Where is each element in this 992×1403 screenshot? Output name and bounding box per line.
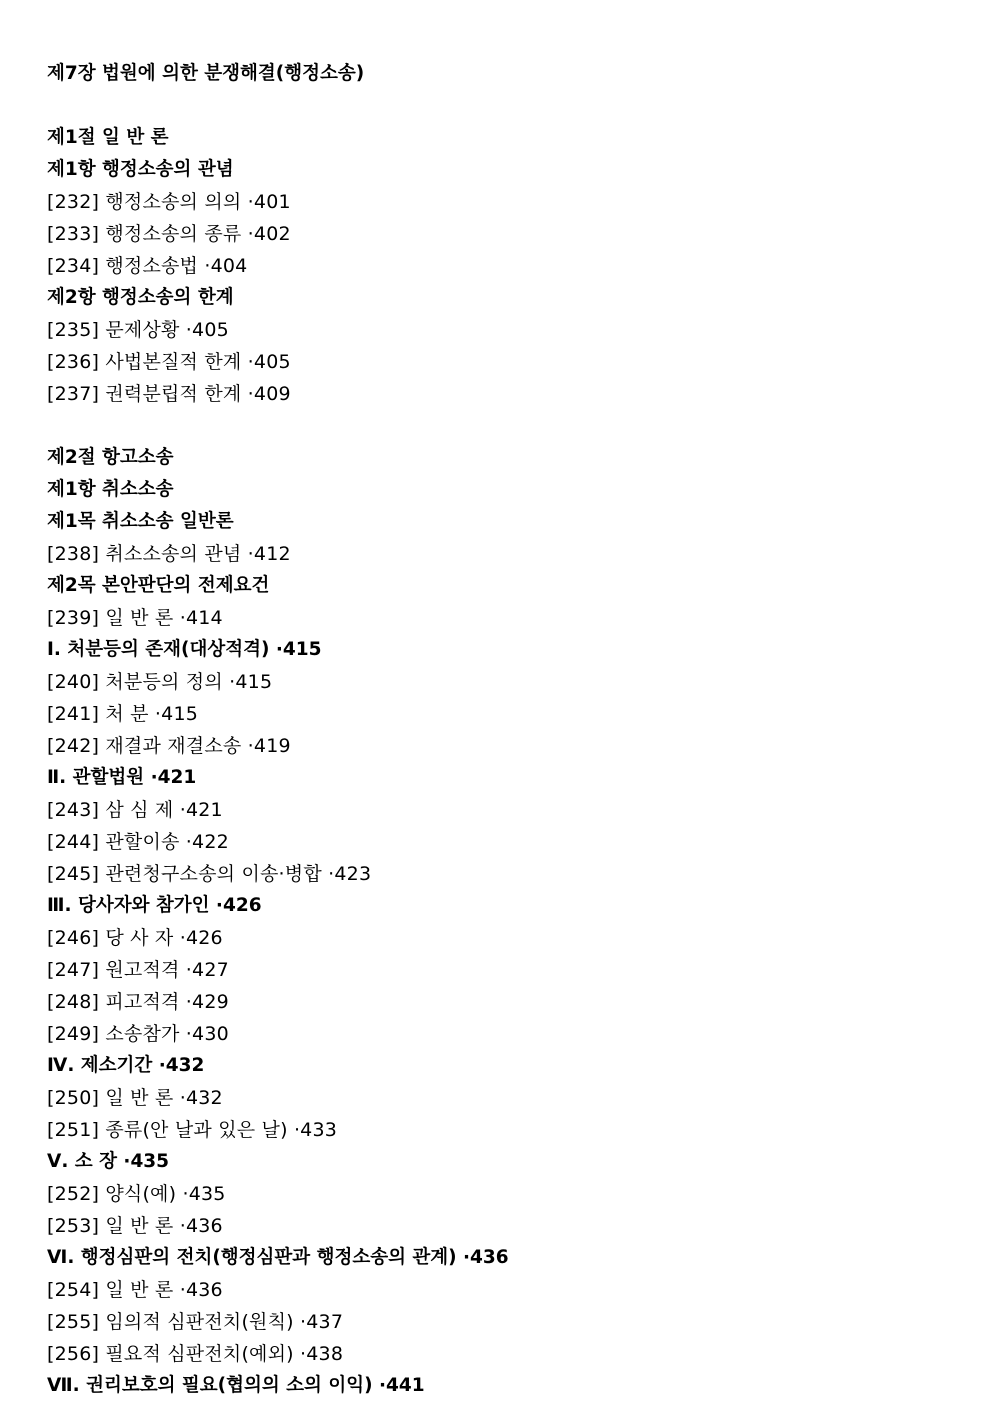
toc-heading: 제7장 법원에 의한 분쟁해결(행정소송) — [47, 63, 365, 84]
toc-entry: [233] 행정소송의 종류 ·402 — [47, 223, 291, 245]
toc-heading: Ⅵ. 행정심판의 전치(행정심판과 행정소송의 관계) ·436 — [47, 1247, 509, 1268]
toc-heading: Ⅰ. 처분등의 존재(대상적격) ·415 — [47, 639, 322, 660]
toc-entry: [239] 일 반 론 ·414 — [47, 607, 223, 629]
toc-entry: [255] 임의적 심판전치(원칙) ·437 — [47, 1311, 344, 1333]
toc-entry: [253] 일 반 론 ·436 — [47, 1215, 223, 1237]
toc-entry: [240] 처분등의 정의 ·415 — [47, 671, 273, 693]
toc-entry: [247] 원고적격 ·427 — [47, 959, 229, 981]
toc-entry: [242] 재결과 재결소송 ·419 — [47, 735, 291, 757]
toc-heading: 제1항 취소소송 — [47, 479, 174, 500]
toc-heading: 제2절 항고소송 — [47, 447, 174, 468]
toc-entry: [252] 양식(예) ·435 — [47, 1183, 226, 1205]
toc-entry: [244] 관할이송 ·422 — [47, 831, 229, 853]
toc-heading: 제1항 행정소송의 관념 — [47, 159, 234, 180]
toc-entry: [238] 취소소송의 관념 ·412 — [47, 543, 291, 565]
toc-entry: [236] 사법본질적 한계 ·405 — [47, 351, 291, 373]
toc-heading: 제2항 행정소송의 한계 — [47, 287, 234, 308]
toc-entry: [237] 권력분립적 한계 ·409 — [47, 383, 291, 405]
toc-entry: [232] 행정소송의 의의 ·401 — [47, 191, 291, 213]
toc-heading: 제1목 취소소송 일반론 — [47, 511, 234, 532]
toc-heading: 제2목 본안판단의 전제요건 — [47, 575, 270, 596]
toc-heading: Ⅴ. 소 장 ·435 — [47, 1151, 170, 1172]
toc-heading: Ⅳ. 제소기간 ·432 — [47, 1055, 205, 1076]
toc-entry: [256] 필요적 심판전치(예외) ·438 — [47, 1343, 344, 1365]
toc-heading: Ⅲ. 당사자와 참가인 ·426 — [47, 895, 262, 916]
toc-heading: Ⅶ. 권리보호의 필요(협의의 소의 이익) ·441 — [47, 1375, 425, 1396]
toc-entry: [234] 행정소송법 ·404 — [47, 255, 248, 277]
toc-heading: 제1절 일 반 론 — [47, 127, 169, 148]
toc-entry: [245] 관련청구소송의 이송·병합 ·423 — [47, 863, 372, 885]
toc-heading: Ⅱ. 관할법원 ·421 — [47, 767, 197, 788]
toc-entry: [241] 처 분 ·415 — [47, 703, 199, 725]
toc-entry: [250] 일 반 론 ·432 — [47, 1087, 223, 1109]
toc-entry: [249] 소송참가 ·430 — [47, 1023, 229, 1045]
toc-entry: [251] 종류(안 날과 있은 날) ·433 — [47, 1119, 338, 1141]
toc-entry: [243] 삼 심 제 ·421 — [47, 799, 223, 821]
toc-entry: [246] 당 사 자 ·426 — [47, 927, 223, 949]
table-of-contents — [47, 58, 947, 1402]
toc-entry: [248] 피고적격 ·429 — [47, 991, 229, 1013]
toc-entry: [254] 일 반 론 ·436 — [47, 1279, 223, 1301]
toc-spacer — [47, 410, 947, 442]
toc-spacer — [47, 90, 947, 122]
toc-entry: [235] 문제상황 ·405 — [47, 319, 229, 341]
